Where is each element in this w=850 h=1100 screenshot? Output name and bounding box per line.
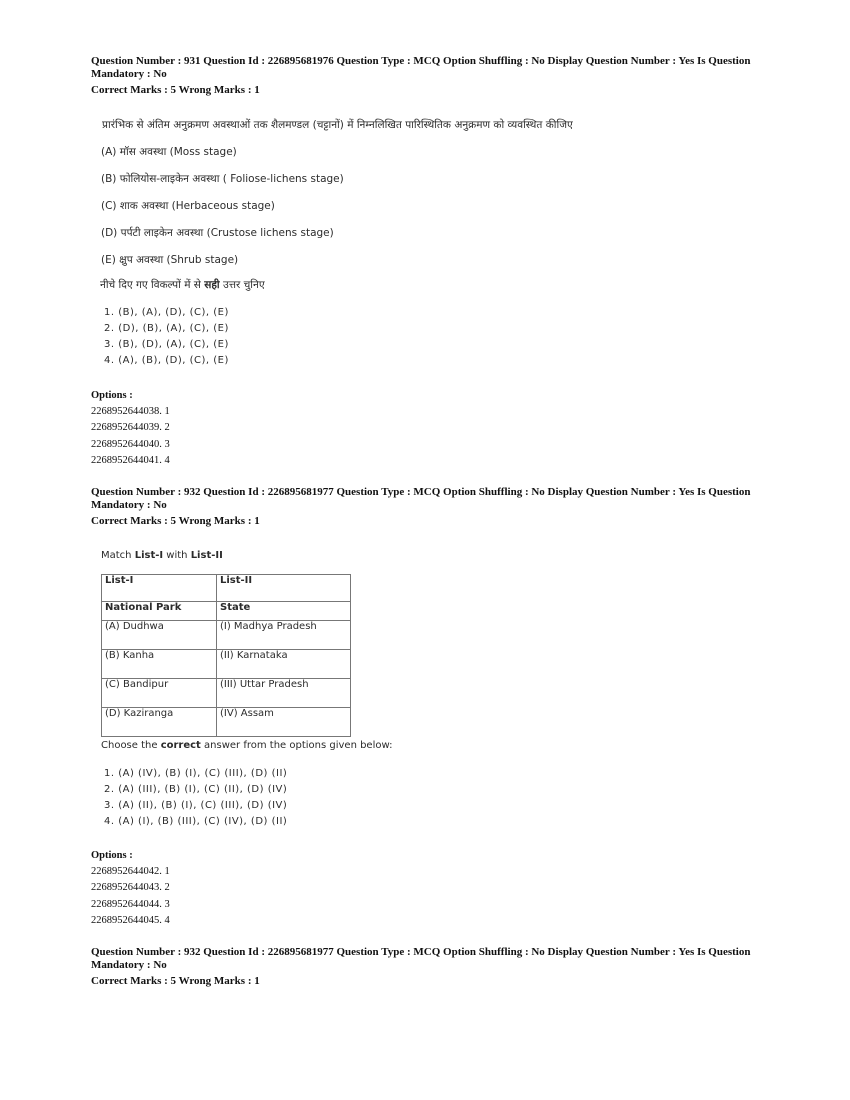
table-cell: (I) Madhya Pradesh xyxy=(217,621,351,650)
table-subheader-cell: National Park xyxy=(102,602,217,621)
question-marks: Correct Marks : 5 Wrong Marks : 1 xyxy=(91,975,260,987)
table-cell: (A) Dudhwa xyxy=(102,621,217,650)
table-cell: (III) Uttar Pradesh xyxy=(217,679,351,708)
option-item: 2268952644044. 3 xyxy=(91,898,170,910)
answer-choice-2: 2. (A) (III), (B) (I), (C) (II), (D) (IV) xyxy=(104,784,288,795)
table-subheader-cell: State xyxy=(217,602,351,621)
answer-choice-4: 4. (A) (I), (B) (III), (C) (IV), (D) (II) xyxy=(104,816,288,827)
option-item: 2268952644041. 4 xyxy=(91,454,170,466)
question-meta: Question Number : 932 Question Id : 226895681977 Question Type : MCQ Option Shuffling : No Display Question Number : Yes Is Question Mandatory : No xyxy=(91,486,751,511)
table-cell: (C) Bandipur xyxy=(102,679,217,708)
answer-choice-3: 3. (B), (D), (A), (C), (E) xyxy=(104,339,229,350)
options-title: Options : xyxy=(91,850,133,861)
statement-e: (E) क्षुप अवस्था (Shrub stage) xyxy=(101,254,239,266)
options-list-932 xyxy=(91,848,170,929)
question-meta: Question Number : 931 Question Id : 226895681976 Question Type : MCQ Option Shuffling : No Display Question Number : Yes Is Question Mandatory : No xyxy=(91,55,751,80)
option-item: 2268952644040. 3 xyxy=(91,438,170,450)
options-title: Options : xyxy=(91,390,133,401)
option-item: 2268952644042. 1 xyxy=(91,866,170,878)
option-item: 2268952644038. 1 xyxy=(91,406,170,418)
question-prompt: प्रारंभिक से अंतिम अनुक्रमण अवस्थाओं तक शैलमण्डल (चट्टानों) में निम्नलिखित पारिस्थितिक अनुक्रमण को व्यवस्थित कीजिए xyxy=(102,119,573,131)
answer-choice-2: 2. (D), (B), (A), (C), (E) xyxy=(104,323,229,334)
table-row xyxy=(102,650,351,679)
table-cell: (IV) Assam xyxy=(217,708,351,737)
question-marks: Correct Marks : 5 Wrong Marks : 1 xyxy=(91,84,260,96)
question-header-931 xyxy=(91,55,751,97)
statement-d: (D) पर्पटी लाइकेन अवस्था (Crustose lichens stage) xyxy=(101,227,334,239)
table-cell: (B) Kanha xyxy=(102,650,217,679)
table-head-row xyxy=(102,575,351,602)
choose-instruction: Choose the correct answer from the options given below: xyxy=(101,740,393,751)
option-item: 2268952644043. 2 xyxy=(91,882,170,894)
answer-choice-4: 4. (A), (B), (D), (C), (E) xyxy=(104,355,229,366)
match-instruction: Match List-I with List-II xyxy=(101,550,223,561)
answer-choice-3: 3. (A) (II), (B) (I), (C) (III), (D) (IV) xyxy=(104,800,288,811)
table-cell: (II) Karnataka xyxy=(217,650,351,679)
match-table xyxy=(101,574,351,737)
statement-a: (A) मॉस अवस्था (Moss stage) xyxy=(101,146,237,158)
table-header-cell: List-II xyxy=(217,575,351,602)
answer-choice-1: 1. (A) (IV), (B) (I), (C) (III), (D) (II) xyxy=(104,768,288,779)
table-row xyxy=(102,708,351,737)
option-item: 2268952644039. 2 xyxy=(91,422,170,434)
option-item: 2268952644045. 4 xyxy=(91,914,170,926)
table-row xyxy=(102,621,351,650)
table-header-cell: List-I xyxy=(102,575,217,602)
instruction-emphasis: सही xyxy=(204,279,220,291)
question-marks: Correct Marks : 5 Wrong Marks : 1 xyxy=(91,515,260,527)
statement-b: (B) फोलियोस-लाइकेन अवस्था ( Foliose-lichens stage) xyxy=(101,173,344,185)
answer-choice-1: 1. (B), (A), (D), (C), (E) xyxy=(104,307,229,318)
statement-c: (C) शाक अवस्था (Herbaceous stage) xyxy=(101,200,275,212)
question-header-932 xyxy=(91,486,751,528)
table-subhead-row xyxy=(102,602,351,621)
question-header-932-repeat xyxy=(91,946,751,988)
table-cell: (D) Kaziranga xyxy=(102,708,217,737)
options-list-931 xyxy=(91,388,170,469)
table-row xyxy=(102,679,351,708)
question-meta: Question Number : 932 Question Id : 226895681977 Question Type : MCQ Option Shuffling : No Display Question Number : Yes Is Question Mandatory : No xyxy=(91,946,751,971)
instruction: नीचे दिए गए विकल्पों में से सही उत्तर चुनिए xyxy=(100,279,265,291)
